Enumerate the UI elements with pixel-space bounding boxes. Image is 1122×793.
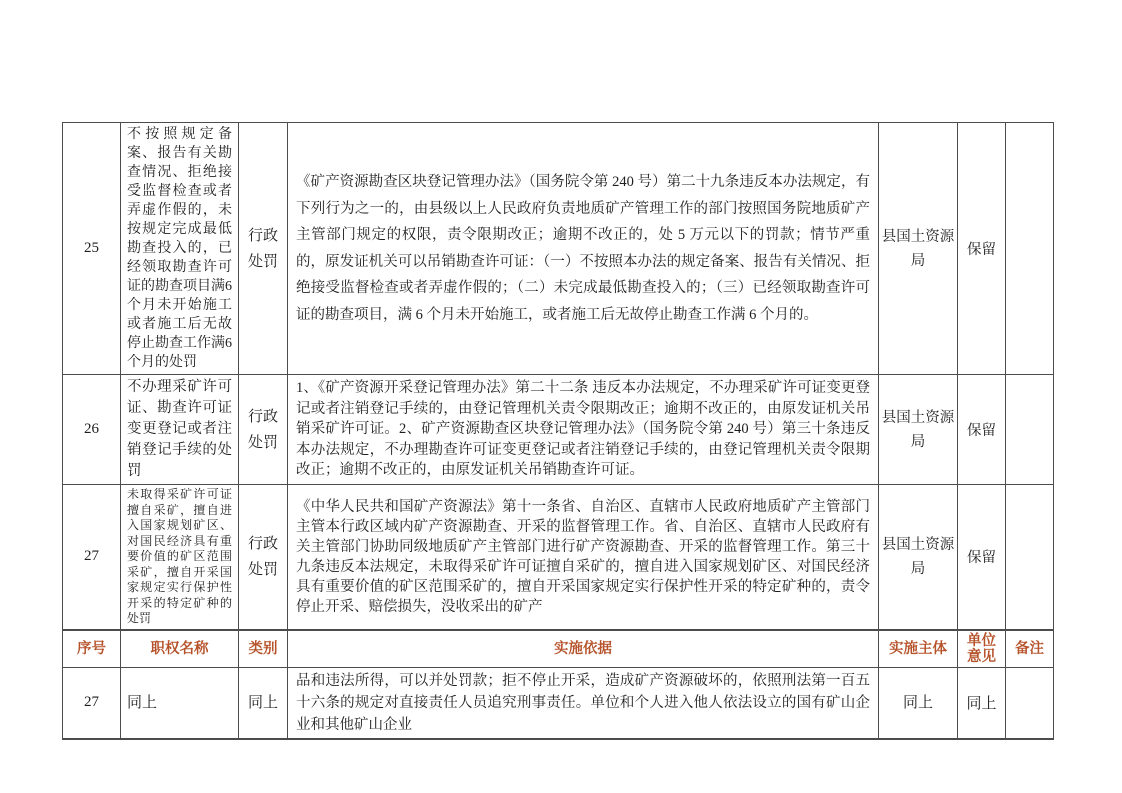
table-row: [63, 375, 1054, 485]
cell-category: 行政处罚: [239, 485, 288, 630]
cell-opinion: 保留: [958, 375, 1006, 485]
powers-table: [62, 122, 1054, 740]
cell-subject: 县国土资源局: [879, 375, 958, 485]
cell-opinion: 同上: [958, 667, 1006, 739]
cell-category: 行政处罚: [239, 123, 288, 375]
cell-authority-name: 不办理采矿许可证、勘查许可证变更登记或者注销登记手续的处罚: [121, 375, 239, 485]
header-note: 备注: [1006, 630, 1054, 668]
cell-note: [1006, 375, 1054, 485]
header-category: 类别: [239, 630, 288, 668]
header-serial: 序号: [63, 630, 121, 668]
cell-note: [1006, 485, 1054, 630]
table-row: [63, 485, 1054, 630]
header-authority-name: 职权名称: [121, 630, 239, 668]
cell-authority-name: 不按照规定备案、报告有关勘查情况、拒绝接受监督检查或者弄虚作假的，未按规定完成最低勘查投入的，已经领取勘查许可证的勘查项目满6个月未开始施工或者施工后无故停止勘查工作满6个月的处罚: [121, 123, 239, 375]
table-header-row: [63, 630, 1054, 668]
cell-category: 行政处罚: [239, 375, 288, 485]
cell-opinion: 保留: [958, 123, 1006, 375]
cell-opinion: 保留: [958, 485, 1006, 630]
cell-authority-name: 未取得采矿许可证擅自采矿，擅自进入国家规划矿区、对国民经济具有重要价值的矿区范围采矿，擅自开采国家规定实行保护性开采的特定矿种的处罚: [121, 485, 239, 630]
header-opinion: 单位意见: [958, 630, 1006, 668]
cell-serial: 26: [63, 375, 121, 485]
cell-subject: 县国土资源局: [879, 485, 958, 630]
cell-serial: 27: [63, 667, 121, 739]
cell-note: [1006, 667, 1054, 739]
cell-basis: 《中华人民共和国矿产资源法》第十一条省、自治区、直辖市人民政府地质矿产主管部门主管本行政区域内矿产资源勘查、开采的监督管理工作。省、自治区、直辖市人民政府有关主管部门协助同级地质矿产主管部门进行矿产资源勘查、开采的监督管理工作。第三十九条违反本法规定，未取得采矿许可证擅自采矿的，擅自进入国家规划矿区、对国民经济具有重要价值的矿区范围采矿的，擅自开采国家规定实行保护性开采的特定矿种的，责令停止开采、赔偿损失，没收采出的矿产: [288, 485, 879, 630]
cell-note: [1006, 123, 1054, 375]
cell-subject: 县国土资源局: [879, 123, 958, 375]
table-row: [63, 667, 1054, 739]
cell-subject: 同上: [879, 667, 958, 739]
cell-serial: 27: [63, 485, 121, 630]
cell-basis: 1、《矿产资源开采登记管理办法》第二十二条 违反本办法规定，不办理采矿许可证变更登记或者注销登记手续的，由登记管理机关责令限期改正；逾期不改正的，由原发证机关吊销采矿许可证。2、矿产资源勘查区块登记管理办法》（国务院令第 240 号）第三十条违反本办法规定，不办理勘查许可证变更登记或者注销登记手续的，由登记管理机关责令限期改正；逾期不改正的，由原发证机关吊销勘查许可证。: [288, 375, 879, 485]
cell-authority-name: 同上: [121, 667, 239, 739]
cell-basis: 品和违法所得，可以并处罚款；拒不停止开采，造成矿产资源破坏的，依照刑法第一百五十六条的规定对直接责任人员追究刑事责任。单位和个人进入他人依法设立的国有矿山企业和其他矿山企业: [288, 667, 879, 739]
cell-category: 同上: [239, 667, 288, 739]
header-basis: 实施依据: [288, 630, 879, 668]
header-subject: 实施主体: [879, 630, 958, 668]
cell-basis: 《矿产资源勘查区块登记管理办法》（国务院令第 240 号）第二十九条违反本办法规定，有下列行为之一的，由县级以上人民政府负责地质矿产管理工作的部门按照国务院地质矿产主管部门规定的权限，责令限期改正；逾期不改正的，处 5 万元以下的罚款；情节严重的，原发证机关可以吊销勘查许可证：（一）不按照本办法的规定备案、报告有关情况、拒绝接受监督检查或者弄虚作假的；（二）未完成最低勘查投入的；（三）已经领取勘查许可证的勘查项目，满 6 个月未开始施工，或者施工后无故停止勘查工作满 6 个月的。: [288, 123, 879, 375]
table-row: [63, 123, 1054, 375]
cell-serial: 25: [63, 123, 121, 375]
